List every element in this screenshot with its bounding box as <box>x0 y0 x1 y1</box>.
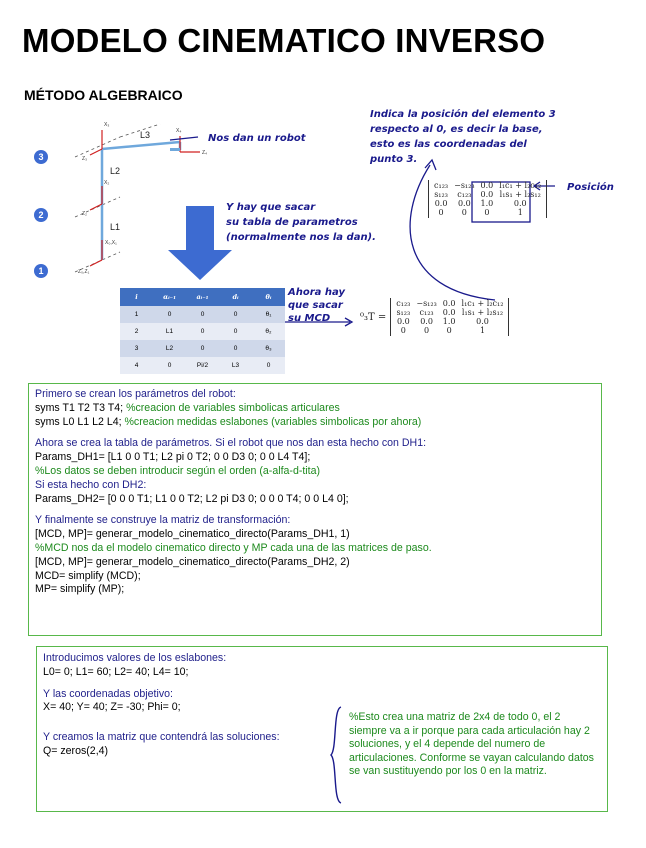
code-text: [MCD, MP]= generar_modelo_cinematico_directo(Params_DH1, 1) <box>35 528 350 541</box>
matrix-cell: 0.0 <box>457 199 471 208</box>
code-line <box>35 451 595 465</box>
section-subtitle: MÉTODO ALGEBRAICO <box>24 87 183 103</box>
matrix-cell: 0.0 <box>513 199 527 208</box>
code-line <box>35 583 595 597</box>
matrix-cell: l₁c₁ + l₂c₁₂ <box>461 299 504 308</box>
matrix-row <box>431 190 544 199</box>
matrix-cell: 1 <box>517 208 523 217</box>
matrix-row <box>393 308 506 317</box>
transform-matrix-bottom <box>360 298 509 336</box>
matrix-cell: 1.0 <box>480 199 494 208</box>
label-x0: X₀,X₁ <box>105 240 117 246</box>
dh-row <box>120 323 285 340</box>
code-text: Ahora se crea la tabla de parámetros. Si el robot que nos dan esta hecho con DH1: <box>35 437 427 450</box>
code-line <box>43 666 601 680</box>
dh-cell: 3 <box>120 340 153 357</box>
dh-cell: L2 <box>153 340 186 357</box>
code-text: Si esta hecho con DH2: <box>35 478 147 491</box>
code-text: Y las coordenadas objetivo: <box>43 687 173 700</box>
zeros-comment: %Esto crea una matriz de 2x4 de todo 0, el 2 siempre va a ir porque para cada articulación hay 2 soluciones, y el 4 depende del numero de articulaciones. Conforme se vayan calculando datos se van sustituyendo por los 0 en la matriz. <box>349 711 594 777</box>
matrix-row <box>431 208 544 217</box>
dh-row <box>120 357 285 374</box>
matrix-cell: c₁₂₃ <box>457 190 472 199</box>
code-text: MCD= simplify (MCD); <box>35 569 141 582</box>
position-label: Posición <box>567 182 614 193</box>
arrows-layer <box>0 0 646 380</box>
code-line <box>43 688 601 702</box>
label-z4: Z₄ <box>202 150 208 156</box>
matrix-cell: 0.0 <box>476 317 489 326</box>
matrix-cell: 0.0 <box>420 317 433 326</box>
label-z3: Z₃ <box>82 156 88 162</box>
dh-parameter-table <box>120 288 285 374</box>
matrix-cell: 0 <box>424 326 430 335</box>
line-gap <box>43 680 601 688</box>
note-mcd-line: Ahora hay <box>288 287 345 298</box>
dh-cell: 0 <box>219 340 252 357</box>
dh-cell: 0 <box>153 306 186 323</box>
matrix-bottom-body <box>390 298 509 336</box>
dh-cell: θ₃ <box>252 340 285 357</box>
matrix-cell: c₁₂₃ <box>419 308 434 317</box>
link-label-l1: L1 <box>110 222 121 232</box>
note-mcd-line: su MCD <box>288 313 331 324</box>
matrix-cell: 0 <box>484 208 490 217</box>
dh-cell: 0 <box>219 323 252 340</box>
matrix-row <box>393 299 506 308</box>
code-comment: %creacion medidas eslabones (variables simbolicas por ahora) <box>124 415 422 428</box>
big-down-arrow-icon <box>168 206 232 280</box>
label-z2: Z₂ <box>82 211 87 217</box>
matrix-row <box>431 199 544 208</box>
dh-header-cell: i <box>120 288 153 306</box>
code-text: Introducimos valores de los eslabones: <box>43 652 227 664</box>
dh-cell: 0 <box>186 340 219 357</box>
dh-cell: Pi/2 <box>186 357 219 374</box>
dh-header-row <box>120 288 285 306</box>
dh-cell: 0 <box>153 357 186 374</box>
code-text: Y creamos la matriz que contendrá las soluciones: <box>43 731 280 744</box>
matrix-cell: −s₁₂₃ <box>416 299 437 308</box>
dh-cell: 0 <box>186 323 219 340</box>
matrix-cell: 0.0 <box>480 190 494 199</box>
link-label-l3: L3 <box>140 130 151 140</box>
matrix-cell: c₁₂₃ <box>434 181 449 190</box>
joint-number-3: 3 <box>34 150 48 164</box>
joint-number-2: 2 <box>34 208 48 222</box>
code-text: Primero se crean los parámetros del robot: <box>35 388 236 400</box>
label-x2: X₂ <box>104 180 110 186</box>
matrix-row <box>393 326 506 335</box>
note-mcd-line: que sacar <box>288 300 343 311</box>
code-text: Params_DH1= [L1 0 0 T1; L2 pi 0 T2; 0 0 D3 0; 0 0 L4 T4]; <box>35 451 311 464</box>
dh-cell: θ₁ <box>252 306 285 323</box>
code-line <box>35 570 595 584</box>
matrix-cell: 1.0 <box>442 317 456 326</box>
matrix-prefix: ⁰₃T = <box>360 311 387 323</box>
code-text: syms T1 T2 T3 T4; <box>35 401 127 414</box>
dh-header-cell: dᵢ <box>219 288 252 306</box>
note-params-line: (normalmente nos la dan). <box>226 232 376 243</box>
code-text: X= 40; Y= 40; Z= -30; Phi= 0; <box>43 701 181 714</box>
matrix-cell: 0 <box>446 326 452 335</box>
robot-arrow-icon <box>170 137 198 140</box>
dh-header-cell: aᵢ₋₁ <box>186 288 219 306</box>
curve-arrowhead-icon <box>425 160 436 170</box>
code-text: %MCD nos da el modelo cinematico directo y MP cada una de las matrices de paso. <box>35 541 432 554</box>
code-line <box>35 402 595 416</box>
code-line <box>35 528 595 542</box>
code-box-values <box>36 646 608 812</box>
dh-cell: 2 <box>120 323 153 340</box>
code-line <box>35 556 595 570</box>
dh-header-cell: θᵢ <box>252 288 285 306</box>
dh-header-cell: αᵢ₋₁ <box>153 288 186 306</box>
code-text: [MCD, MP]= generar_modelo_cinematico_directo(Params_DH2, 2) <box>35 555 350 568</box>
matrix-cell: l₁s₁ + l₂s₁₂ <box>461 308 504 317</box>
matrix-cell: 0.0 <box>396 317 410 326</box>
code-text: Params_DH2= [0 0 0 T1; L1 0 0 T2; L2 pi D3 0; 0 0 0 T4; 0 0 L4 0]; <box>35 492 349 505</box>
dh-row <box>120 306 285 323</box>
note-position-line: respecto al 0, es decir la base, <box>370 124 543 135</box>
code-line <box>35 416 595 430</box>
code-line <box>35 542 595 556</box>
brace-icon <box>329 705 345 805</box>
dh-cell: 0 <box>219 306 252 323</box>
dh-cell: 0 <box>252 357 285 374</box>
matrix-cell: s₁₂₃ <box>434 190 448 199</box>
link-label-l2: L2 <box>110 166 121 176</box>
matrix-row <box>431 181 544 190</box>
matrix-cell: 1 <box>479 326 486 335</box>
code-line <box>35 479 595 493</box>
dh-cell: 1 <box>120 306 153 323</box>
matrix-cell: l₁c₁ + l₂c₁₂ <box>499 181 542 190</box>
note-position-line: Indica la posición del elemento 3 <box>370 109 556 120</box>
note-robot: Nos dan un robot <box>208 133 306 144</box>
matrix-cell: −s₁₂₃ <box>454 181 475 190</box>
matrix-cell: 0.0 <box>442 299 456 308</box>
code-text: MP= simplify (MP); <box>35 583 125 596</box>
code-text: syms L0 L1 L2 L4; <box>35 415 125 428</box>
transform-matrix-top <box>428 180 547 218</box>
label-x3: X₃ <box>104 122 110 128</box>
dh-cell: 4 <box>120 357 153 374</box>
matrix-cell: 0.0 <box>442 308 456 317</box>
dh-cell: L3 <box>219 357 252 374</box>
code-box-parameters <box>28 383 602 636</box>
line-gap <box>35 506 595 514</box>
note-position-line: esto es las coordenadas del <box>370 139 527 150</box>
joint-number-1: 1 <box>34 264 48 278</box>
matrix-cell: 0 <box>400 326 406 335</box>
matrix-cell: s₁₂₃ <box>396 308 411 317</box>
code-text: %Los datos se deben introducir según el orden (a-alfa-d-tita) <box>35 464 321 477</box>
label-z0: Z₀,Z₁ <box>78 269 90 275</box>
dh-cell: 0 <box>186 306 219 323</box>
code-line <box>35 493 595 507</box>
matrix-cell: 0 <box>461 208 467 217</box>
label-x4: X₄ <box>176 128 182 134</box>
code-line <box>35 465 595 479</box>
code-comment: %creacion de variables simbolicas articulares <box>126 401 340 414</box>
note-params-line: Y hay que sacar <box>226 202 316 213</box>
dh-cell: L1 <box>153 323 186 340</box>
matrix-cell: 0.0 <box>434 199 448 208</box>
code-text: Y finalmente se construye la matriz de transformación: <box>35 514 291 527</box>
dh-cell: θ₂ <box>252 323 285 340</box>
matrix-cell: l₁s₁ + l₂s₁₂ <box>499 190 541 199</box>
page-title: MODELO CINEMATICO INVERSO <box>22 22 546 59</box>
matrix-cell: c₁₂₃ <box>396 299 411 308</box>
code-line <box>35 437 595 451</box>
note-position-line: punto 3. <box>370 154 418 165</box>
line-gap <box>35 429 595 437</box>
note-params-line: su tabla de parametros <box>226 217 358 228</box>
matrix-cell: 0 <box>438 208 444 217</box>
dh-row <box>120 340 285 357</box>
code-text: L0= 0; L1= 60; L2= 40; L4= 10; <box>43 665 189 678</box>
matrix-cell: 0.0 <box>480 181 494 190</box>
code-line <box>35 514 595 528</box>
code-text: Q= zeros(2,4) <box>43 744 109 757</box>
matrix-row <box>393 317 506 326</box>
code-line <box>43 652 601 666</box>
code-line <box>35 388 595 402</box>
